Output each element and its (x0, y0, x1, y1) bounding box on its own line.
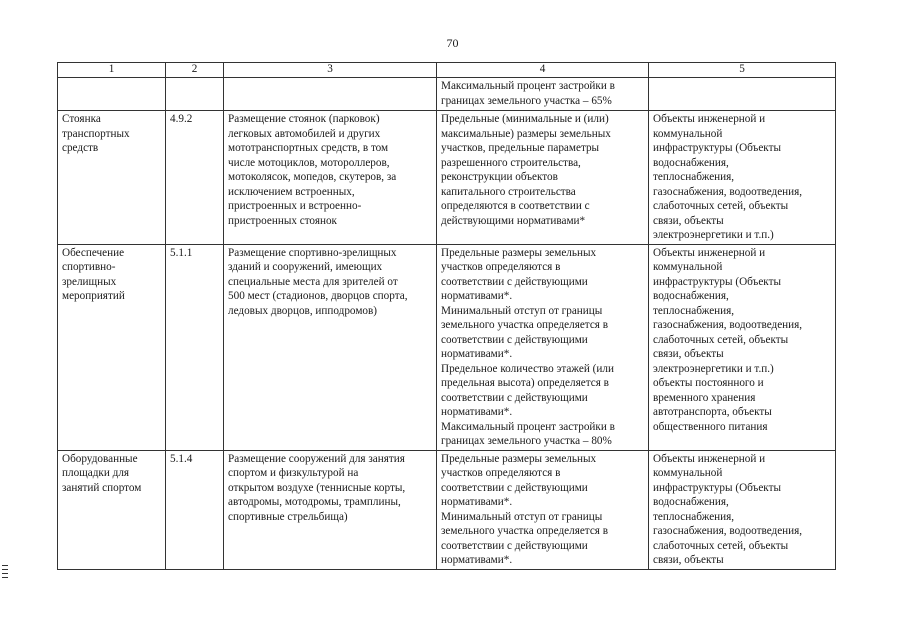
table-cell: Объекты инженерной и коммунальной инфраструктуры (Объекты водоснабжения, теплоснабжения, газоснабжения, водоотведения, слаботочных сетей, объекты связи, объекты электроэнергетики и т.п.) (649, 111, 836, 245)
column-header: 2 (166, 63, 224, 78)
table-cell: Размещение стоянок (парковок) легковых автомобилей и других мототранспортных средств, в том числе мотоциклов, мотороллеров, мотоколясок, мопедов, скутеров, за исключением встроенных, пристроенных и встроенно- пристроенных стоянок (224, 111, 437, 245)
table-row (58, 78, 836, 111)
table-cell (649, 78, 836, 111)
table-row (58, 111, 836, 245)
table-cell: Оборудованные площадки для занятий спортом (58, 450, 166, 569)
table-cell (224, 78, 437, 111)
table-cell: Обеспечение спортивно- зрелищных мероприятий (58, 244, 166, 450)
table-row (58, 450, 836, 569)
table-cell: Объекты инженерной и коммунальной инфраструктуры (Объекты водоснабжения, теплоснабжения, газоснабжения, водоотведения, слаботочных сетей, объекты связи, объекты электроэнергетики и т.п.) объекты постоянного и временного хранения автотранспорта, объекты общественного питания (649, 244, 836, 450)
column-header: 3 (224, 63, 437, 78)
regulations-table (57, 62, 836, 570)
column-header: 5 (649, 63, 836, 78)
column-header: 4 (437, 63, 649, 78)
scan-edge-marks (2, 565, 8, 581)
table-row (58, 244, 836, 450)
page-number: 70 (446, 36, 459, 50)
column-header: 1 (58, 63, 166, 78)
table-cell (166, 78, 224, 111)
table-cell: Стоянка транспортных средств (58, 111, 166, 245)
table-cell: Предельные (минимальные и (или) максимальные) размеры земельных участков, предельные параметры разрешенного строительства, реконструкции объектов капитального строительства определяются в соответствии с действующими нормативами* (437, 111, 649, 245)
table-cell: Размещение спортивно-зрелищных зданий и сооружений, имеющих специальные места для зрителей от 500 мест (стадионов, дворцов спорта, ледовых дворцов, ипподромов) (224, 244, 437, 450)
table-cell: 5.1.1 (166, 244, 224, 450)
table-cell: Максимальный процент застройки в границах земельного участка – 65% (437, 78, 649, 111)
table-cell: 5.1.4 (166, 450, 224, 569)
header-row (58, 63, 836, 78)
table-cell: Предельные размеры земельных участков определяются в соответствии с действующими нормативами*. Минимальный отступ от границы земельного участка определяется в соответствии с действующими нормативами*. (437, 450, 649, 569)
table-cell (58, 78, 166, 111)
table-cell: Объекты инженерной и коммунальной инфраструктуры (Объекты водоснабжения, теплоснабжения, газоснабжения, водоотведения, слаботочных сетей, объекты связи, объекты (649, 450, 836, 569)
table-cell: Предельные размеры земельных участков определяются в соответствии с действующими нормативами*. Минимальный отступ от границы земельного участка определяется в соответствии с действующими нормативами*. Предельное количество этажей (или предельная высота) определяется в соответствии с действующими нормативами*. Максимальный процент застройки в границах земельного участка – 80% (437, 244, 649, 450)
table-cell: Размещение сооружений для занятия спортом и физкультурой на открытом воздухе (теннисные корты, автодромы, мотодромы, трамплины, спортивные стрельбища) (224, 450, 437, 569)
table-cell: 4.9.2 (166, 111, 224, 245)
